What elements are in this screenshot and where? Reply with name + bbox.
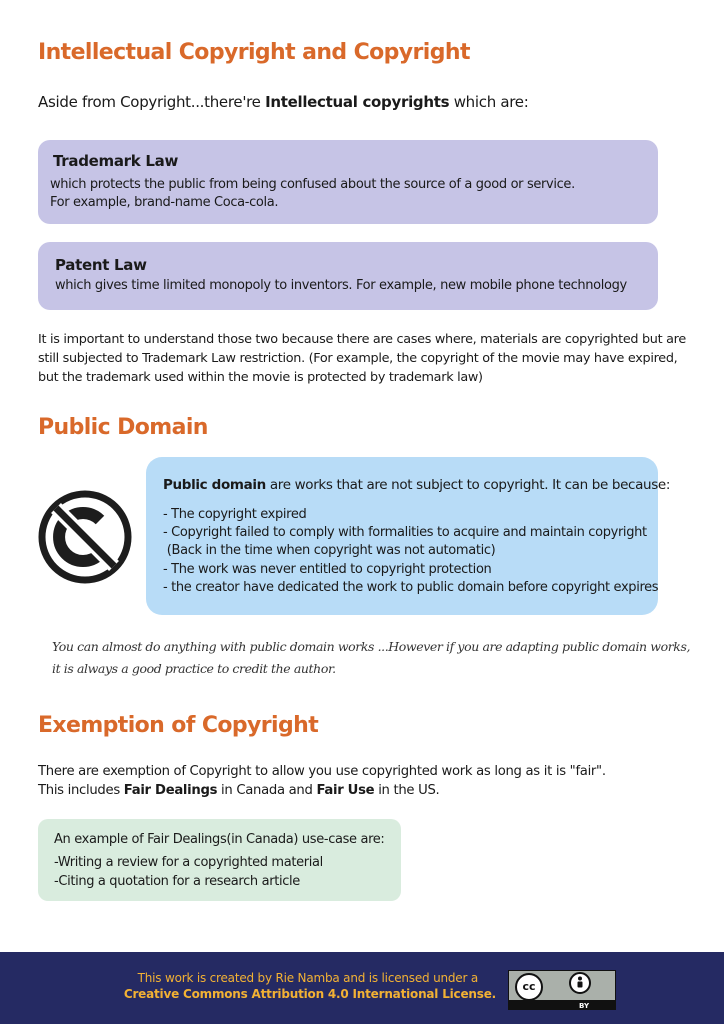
fair-use-term: Fair Use <box>316 783 375 798</box>
exemption-line2 <box>38 781 606 800</box>
cc-by-label: BY <box>579 1002 590 1010</box>
intro-suffix: which are: <box>449 93 529 111</box>
public-domain-reason: - Copyright failed to comply with formalities to acquire and maintain copyright <box>163 525 647 540</box>
importance-line2: still subjected to Trademark Law restriction. (For example, the copyright of the movie may have expired, <box>38 351 678 366</box>
public-domain-definition: are works that are not subject to copyright. It can be because: <box>265 477 671 493</box>
fair-dealings-item: -Writing a review for a copyrighted material <box>54 855 323 870</box>
importance-line3: but the trademark used within the movie is protected by trademark law) <box>38 370 483 385</box>
public-domain-tip-line2: it is always a good practice to credit the author. <box>52 661 336 676</box>
section-heading-exemption: Exemption of Copyright <box>38 713 319 738</box>
public-domain-reason: - The copyright expired <box>163 507 307 522</box>
license-link[interactable]: Creative Commons Attribution 4.0 International License <box>123 987 492 1001</box>
footer-credit-line: This work is created by Rie Namba and is licensed under a <box>137 971 478 985</box>
section-heading-intellectual-copyright: Intellectual Copyright and Copyright <box>38 40 470 65</box>
cc-badge-bar <box>509 1000 615 1009</box>
cc-by-license-badge-icon[interactable] <box>508 970 616 1010</box>
patent-law-box <box>38 242 658 310</box>
trademark-law-line1: which protects the public from being confused about the source of a good or service. <box>50 177 575 192</box>
intro-paragraph <box>38 93 528 112</box>
public-domain-reason: - the creator have dedicated the work to public domain before copyright expires <box>163 580 659 595</box>
importance-paragraph <box>38 330 686 387</box>
cc-icon: cc <box>515 973 543 1001</box>
fair-dealings-box <box>38 819 401 901</box>
fair-dealings-term: Fair Dealings <box>123 783 218 798</box>
fair-dealings-item: -Citing a quotation for a research article <box>54 874 300 889</box>
public-domain-intro <box>163 477 670 493</box>
exemption-text: in the US. <box>374 783 440 798</box>
section-heading-public-domain: Public Domain <box>38 415 208 440</box>
public-domain-tip-line1: You can almost do anything with public domain works ...However if you are adapting public domain works, <box>52 639 691 654</box>
fair-dealings-title: An example of Fair Dealings(in Canada) use-case are: <box>54 832 385 847</box>
public-domain-tip <box>52 636 690 680</box>
attribution-person-icon <box>569 972 591 994</box>
exemption-text: in Canada and <box>217 783 317 798</box>
patent-law-title: Patent Law <box>55 256 147 274</box>
exemption-line1: There are exemption of Copyright to allow you use copyrighted work as long as it is "fair". <box>38 764 606 779</box>
public-domain-term: Public domain <box>163 477 266 493</box>
footer-license-line <box>0 987 496 1001</box>
trademark-law-box <box>38 140 658 224</box>
exemption-paragraph <box>38 762 606 800</box>
no-copyright-icon <box>36 488 134 586</box>
trademark-law-line2: For example, brand-name Coca-cola. <box>50 195 279 210</box>
importance-line1: It is important to understand those two because there are cases where, materials are copyrighted but are <box>38 332 686 347</box>
exemption-text: This includes <box>38 783 124 798</box>
intro-bold: Intellectual copyrights <box>265 93 450 111</box>
license-period: . <box>491 987 496 1001</box>
intro-prefix: Aside from Copyright...there're <box>38 93 266 111</box>
trademark-law-title: Trademark Law <box>53 152 178 170</box>
public-domain-reason-note: (Back in the time when copyright was not automatic) <box>163 543 496 558</box>
public-domain-reason: - The work was never entitled to copyright protection <box>163 562 492 577</box>
patent-law-line1: which gives time limited monopoly to inventors. For example, new mobile phone technology <box>55 278 627 293</box>
public-domain-box <box>146 457 671 615</box>
